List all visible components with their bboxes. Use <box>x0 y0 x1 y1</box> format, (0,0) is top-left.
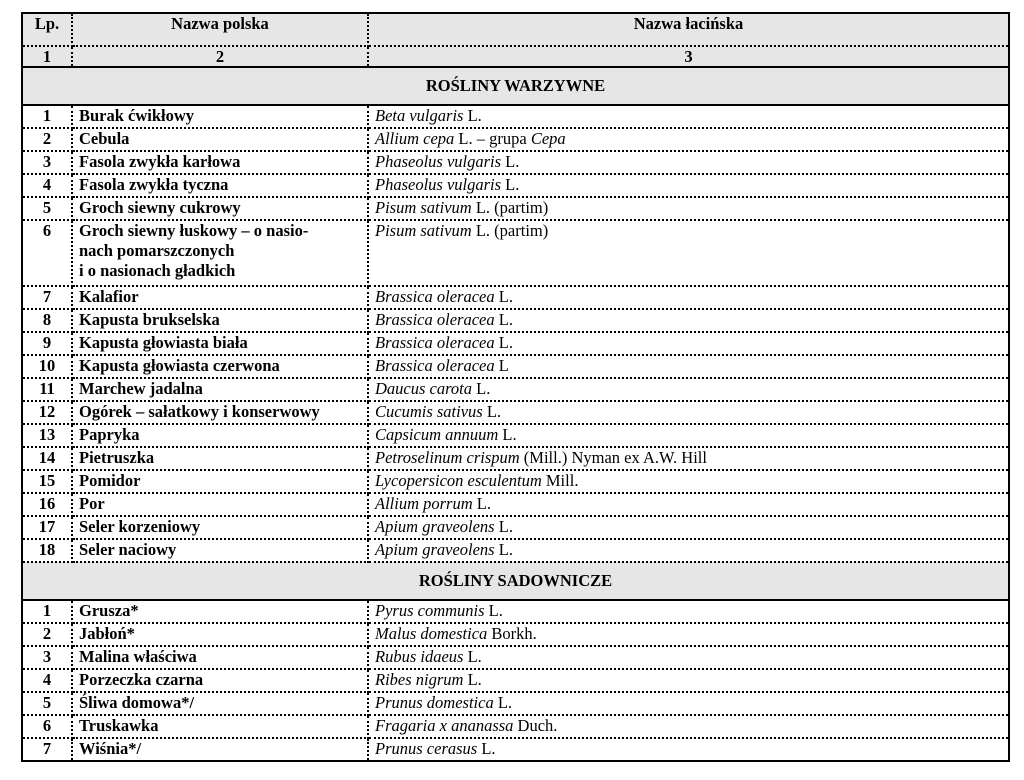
latin-authority: L. <box>494 540 513 559</box>
latin-authority: L. <box>463 670 482 689</box>
row-number: 2 <box>22 128 72 151</box>
table-row <box>22 669 1009 692</box>
table-row <box>22 286 1009 309</box>
section-header-row <box>22 562 1009 600</box>
polish-name-line: nach pomarszczonych <box>79 241 235 260</box>
latin-authority: L. <box>493 693 513 712</box>
table-row <box>22 715 1009 738</box>
polish-name: Wiśnia*/ <box>72 738 368 761</box>
latin-genus-species: Brassica oleracea <box>375 310 495 329</box>
table-row <box>22 424 1009 447</box>
latin-name <box>368 105 1009 128</box>
latin-genus-species: Apium graveolens <box>375 517 495 536</box>
latin-name <box>368 220 1009 286</box>
row-number: 14 <box>22 447 72 470</box>
latin-name <box>368 493 1009 516</box>
header-polish-name: Nazwa polska <box>72 13 368 46</box>
polish-name: Kapusta brukselska <box>72 309 368 332</box>
polish-name: Pomidor <box>72 470 368 493</box>
latin-authority: L. <box>482 402 502 421</box>
latin-name <box>368 539 1009 562</box>
latin-genus-species: Petroselinum crispum <box>375 448 520 467</box>
column-number: 1 <box>22 46 72 67</box>
latin-authority: Mill. <box>541 471 579 490</box>
latin-genus-species: Malus domestica <box>375 624 488 643</box>
latin-authority: L. <box>501 152 520 171</box>
latin-name <box>368 600 1009 623</box>
polish-name: Por <box>72 493 368 516</box>
latin-genus-species: Beta vulgaris <box>375 106 464 125</box>
table-row <box>22 378 1009 401</box>
table-row <box>22 600 1009 623</box>
latin-genus-species: Rubus idaeus <box>375 647 464 666</box>
latin-name <box>368 174 1009 197</box>
table-row <box>22 355 1009 378</box>
table-row <box>22 401 1009 424</box>
latin-authority: L. (partim) <box>471 221 549 240</box>
row-number: 7 <box>22 286 72 309</box>
table-row <box>22 493 1009 516</box>
latin-authority: L. (partim) <box>471 198 549 217</box>
latin-group: Cepa <box>530 129 566 148</box>
latin-authority: L. <box>498 425 517 444</box>
row-number: 8 <box>22 309 72 332</box>
latin-authority: L. <box>494 287 513 306</box>
latin-authority: L. <box>477 739 496 758</box>
latin-name <box>368 286 1009 309</box>
latin-genus-species: Phaseolus vulgaris <box>375 175 502 194</box>
table-row <box>22 646 1009 669</box>
latin-name <box>368 355 1009 378</box>
section-title: ROŚLINY WARZYWNE <box>22 67 1009 105</box>
row-number: 5 <box>22 692 72 715</box>
polish-name: Kapusta głowiasta biała <box>72 332 368 355</box>
latin-authority: L. <box>472 379 491 398</box>
latin-genus-species: Pyrus communis <box>375 601 485 620</box>
row-number: 1 <box>22 105 72 128</box>
table-row <box>22 332 1009 355</box>
polish-name: Kapusta głowiasta czerwona <box>72 355 368 378</box>
latin-name <box>368 623 1009 646</box>
table-row <box>22 738 1009 761</box>
row-number: 4 <box>22 669 72 692</box>
latin-name <box>368 738 1009 761</box>
latin-name <box>368 447 1009 470</box>
polish-name: Fasola zwykła tyczna <box>72 174 368 197</box>
latin-genus-species: Ribes nigrum <box>375 670 464 689</box>
latin-genus-species: Prunus cerasus <box>375 739 478 758</box>
polish-name <box>72 220 368 286</box>
latin-authority: Borkh. <box>487 624 537 643</box>
latin-genus-species: Phaseolus vulgaris <box>375 152 502 171</box>
section-title: ROŚLINY SADOWNICZE <box>22 562 1009 600</box>
column-number: 3 <box>368 46 1009 67</box>
table-row <box>22 692 1009 715</box>
section-header-row <box>22 67 1009 105</box>
row-number: 10 <box>22 355 72 378</box>
row-number: 11 <box>22 378 72 401</box>
latin-name <box>368 151 1009 174</box>
polish-name: Kalafior <box>72 286 368 309</box>
table-row <box>22 539 1009 562</box>
latin-genus-species: Lycopersicon esculentum <box>375 471 542 490</box>
row-number: 17 <box>22 516 72 539</box>
row-number: 4 <box>22 174 72 197</box>
latin-name <box>368 378 1009 401</box>
row-number: 1 <box>22 600 72 623</box>
latin-name <box>368 669 1009 692</box>
latin-name <box>368 470 1009 493</box>
table-row <box>22 470 1009 493</box>
latin-authority: L. <box>463 106 482 125</box>
row-number: 9 <box>22 332 72 355</box>
latin-name <box>368 197 1009 220</box>
table-row <box>22 309 1009 332</box>
latin-authority: L. <box>484 601 503 620</box>
polish-name: Pietruszka <box>72 447 368 470</box>
latin-authority: L. <box>494 333 513 352</box>
row-number: 2 <box>22 623 72 646</box>
latin-genus-species: Brassica oleracea <box>375 287 495 306</box>
polish-name: Śliwa domowa*/ <box>72 692 368 715</box>
latin-genus-species: Cucumis sativus <box>375 402 483 421</box>
latin-name <box>368 309 1009 332</box>
latin-authority: Duch. <box>513 716 558 735</box>
latin-genus-species: Pisum sativum <box>375 221 472 240</box>
latin-authority: L. <box>494 517 513 536</box>
table-row <box>22 197 1009 220</box>
table-row <box>22 516 1009 539</box>
row-number: 7 <box>22 738 72 761</box>
table-row <box>22 128 1009 151</box>
latin-authority: L. <box>494 310 513 329</box>
latin-name <box>368 401 1009 424</box>
table-row <box>22 447 1009 470</box>
latin-genus-species: Allium cepa <box>375 129 455 148</box>
polish-name: Marchew jadalna <box>72 378 368 401</box>
polish-name: Jabłoń* <box>72 623 368 646</box>
latin-name <box>368 692 1009 715</box>
polish-name-line: Groch siewny łuskowy – o nasio- <box>79 221 309 240</box>
latin-genus-species: Pisum sativum <box>375 198 472 217</box>
latin-authority: L. <box>463 647 482 666</box>
latin-name <box>368 424 1009 447</box>
row-number: 13 <box>22 424 72 447</box>
row-number: 15 <box>22 470 72 493</box>
row-number: 3 <box>22 646 72 669</box>
latin-authority: L <box>494 356 509 375</box>
latin-authority: L. <box>472 494 491 513</box>
polish-name-line: i o nasionach gładkich <box>79 261 236 280</box>
latin-name <box>368 516 1009 539</box>
polish-name: Cebula <box>72 128 368 151</box>
polish-name: Fasola zwykła karłowa <box>72 151 368 174</box>
latin-genus-species: Brassica oleracea <box>375 356 495 375</box>
latin-name <box>368 646 1009 669</box>
latin-authority: L. <box>501 175 520 194</box>
table-body <box>22 67 1009 761</box>
latin-genus-species: Brassica oleracea <box>375 333 495 352</box>
latin-genus-species: Allium porrum <box>375 494 473 513</box>
polish-name: Seler naciowy <box>72 539 368 562</box>
table-row <box>22 151 1009 174</box>
row-number: 12 <box>22 401 72 424</box>
column-number: 2 <box>72 46 368 67</box>
polish-name: Seler korzeniowy <box>72 516 368 539</box>
table-row <box>22 105 1009 128</box>
row-number: 5 <box>22 197 72 220</box>
polish-name: Groch siewny cukrowy <box>72 197 368 220</box>
polish-name: Truskawka <box>72 715 368 738</box>
latin-genus-species: Daucus carota <box>375 379 473 398</box>
latin-genus-species: Apium graveolens <box>375 540 495 559</box>
row-number: 6 <box>22 715 72 738</box>
latin-genus-species: Capsicum annuum <box>375 425 499 444</box>
row-number: 18 <box>22 539 72 562</box>
latin-authority: L. – grupa <box>454 129 531 148</box>
latin-authority: (Mill.) Nyman ex A.W. Hill <box>519 448 707 467</box>
latin-name <box>368 128 1009 151</box>
polish-name: Papryka <box>72 424 368 447</box>
polish-name: Malina właściwa <box>72 646 368 669</box>
row-number: 3 <box>22 151 72 174</box>
row-number: 6 <box>22 220 72 286</box>
latin-name <box>368 715 1009 738</box>
table-row <box>22 220 1009 286</box>
plant-species-table <box>21 12 1010 762</box>
polish-name: Grusza* <box>72 600 368 623</box>
latin-name <box>368 332 1009 355</box>
latin-genus-species: Fragaria x ananassa <box>375 716 514 735</box>
column-numbers-row <box>22 46 1009 67</box>
row-number: 16 <box>22 493 72 516</box>
polish-name: Ogórek – sałatkowy i konserwowy <box>72 401 368 424</box>
polish-name: Burak ćwikłowy <box>72 105 368 128</box>
polish-name: Porzeczka czarna <box>72 669 368 692</box>
table-row <box>22 174 1009 197</box>
header-lp: Lp. <box>22 13 72 46</box>
table-row <box>22 623 1009 646</box>
header-latin-name: Nazwa łacińska <box>368 13 1009 46</box>
latin-genus-species: Prunus domestica <box>375 693 494 712</box>
